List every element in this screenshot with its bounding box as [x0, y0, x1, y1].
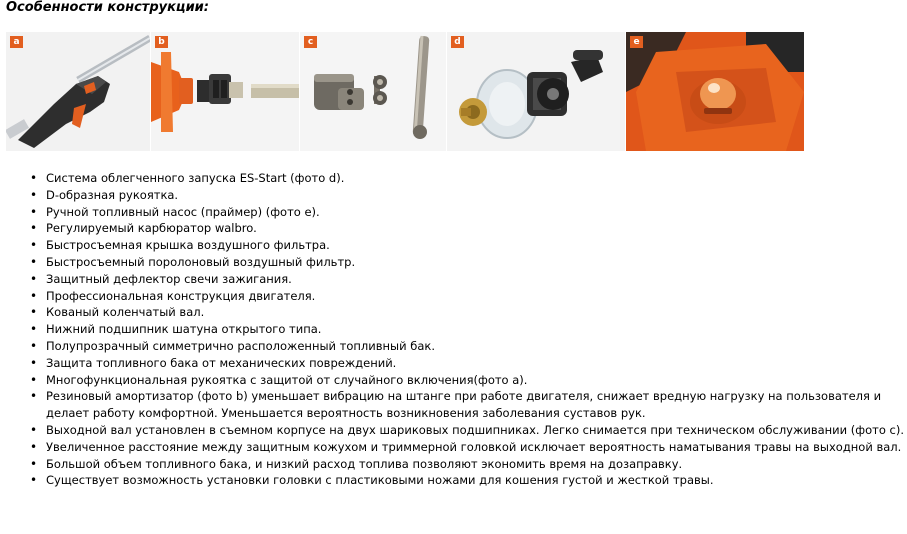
- list-item: • Регулируемый карбюратор walbro.: [46, 220, 907, 237]
- primer-bulb-photo: [626, 32, 804, 151]
- photo-a-badge: a: [10, 36, 23, 48]
- list-item: • Выходной вал установлен в съемном корпусе на двух шариковых подшипниках. Легко снимается при техническом обслуживании (фото с).: [46, 422, 907, 439]
- list-item: • Многофункциональная рукоятка с защитой от случайного включения(фото а).: [46, 372, 907, 389]
- photo-d: [447, 32, 625, 151]
- photo-strip: [6, 32, 804, 151]
- list-item: • Быстросъемная крышка воздушного фильтра.: [46, 237, 907, 254]
- output-shaft-photo: [300, 32, 446, 151]
- photo-c: [300, 32, 446, 151]
- photo-e-badge: e: [630, 36, 643, 48]
- list-item: • Резиновый амортизатор (фото b) уменьшает вибрацию на штанге при работе двигателя, снижает вредную нагрузку на пользователя и делает работу комфортной. Уменьшается вероятность возникновения заболевания суставов рук.: [46, 388, 907, 422]
- photo-b: [151, 32, 299, 151]
- list-item: • Ручной топливный насос (праймер) (фото е).: [46, 204, 907, 221]
- list-item: • Увеличенное расстояние между защитным кожухом и триммерной головкой исключает вероятность наматывания травы на выходной вал.: [46, 439, 907, 456]
- list-item: • Профессиональная конструкция двигателя.: [46, 288, 907, 305]
- features-list: [0, 170, 907, 489]
- list-item: • Нижний подшипник шатуна открытого типа.: [46, 321, 907, 338]
- photo-b-badge: b: [155, 36, 168, 48]
- vibration-damper-photo: [151, 32, 299, 151]
- photo-a: [6, 32, 150, 151]
- list-item: • D-образная рукоятка.: [46, 187, 907, 204]
- list-item: • Защита топливного бака от механических повреждений.: [46, 355, 907, 372]
- list-item: • Существует возможность установки головки с пластиковыми ножами для кошения густой и жесткой травы.: [46, 472, 907, 489]
- list-item: • Полупрозрачный симметрично расположенный топливный бак.: [46, 338, 907, 355]
- photo-e: [626, 32, 804, 151]
- list-item: • Кованый коленчатый вал.: [46, 304, 907, 321]
- list-item: • Большой объем топливного бака, и низкий расход топлива позволяют экономить время на дозаправку.: [46, 456, 907, 473]
- list-item: • Быстросъемный поролоновый воздушный фильтр.: [46, 254, 907, 271]
- photo-c-badge: c: [304, 36, 317, 48]
- handle-photo: [6, 32, 150, 151]
- photo-d-badge: d: [451, 36, 464, 48]
- section-heading: Особенности конструкции:: [6, 0, 209, 15]
- list-item: • Защитный дефлектор свечи зажигания.: [46, 271, 907, 288]
- starter-photo: [447, 32, 625, 151]
- list-item: • Система облегченного запуска ES-Start (фото d).: [46, 170, 907, 187]
